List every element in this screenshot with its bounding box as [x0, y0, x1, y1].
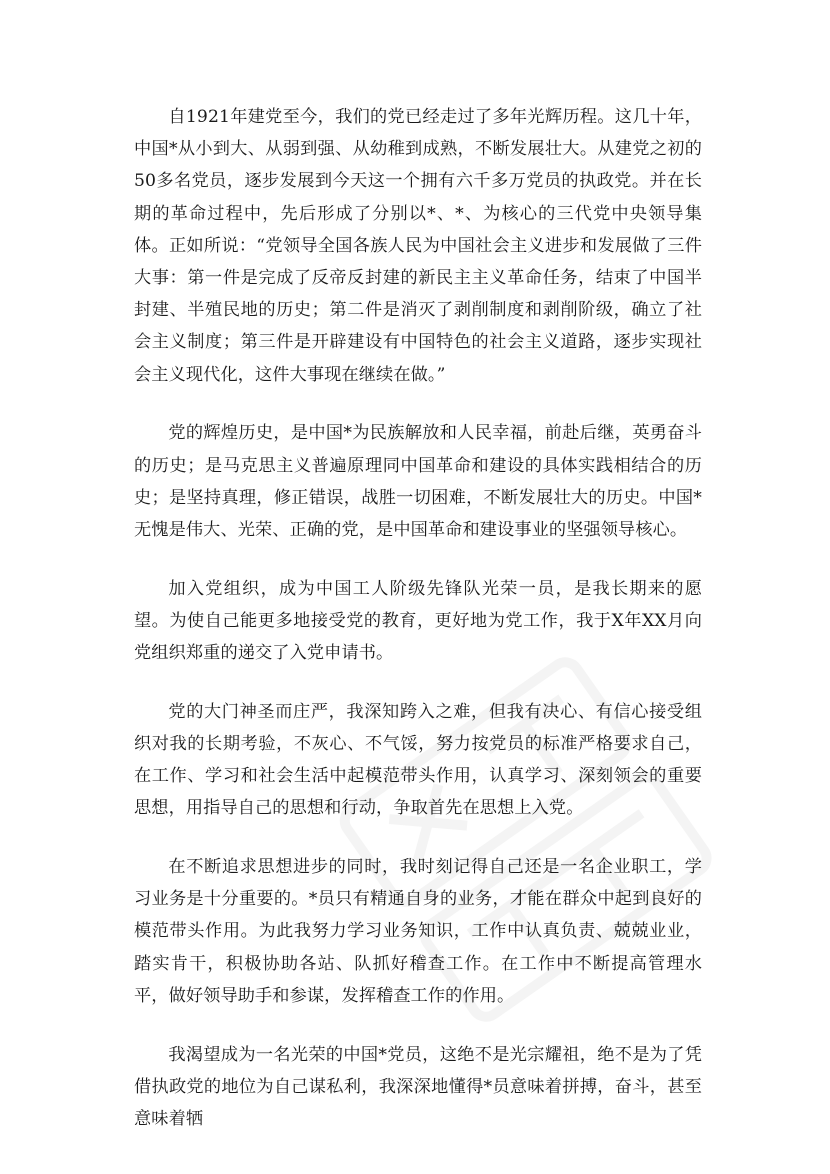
paragraph-4: 党的大门神圣而庄严，我深知跨入之难，但我有决心、有信心接受组织对我的长期考验，不灰心、不气馁，努力按党员的标准严格要求自己，在工作、学习和社会生活中起模范带头作用，认真学习、深刻领会的重要思想，用指导自己的思想和行动，争取首先在思想上入党。 [134, 701, 702, 819]
paragraph-6: 我渴望成为一名光荣的中国*党员，这绝不是光宗耀祖，绝不是为了凭借执政党的地位为自己谋私利，我深深地懂得*员意味着拼搏，奋斗，甚至意味着牺 [134, 1044, 702, 1129]
body-text [134, 101, 702, 1135]
paragraph-2: 党的辉煌历史，是中国*为民族解放和人民幸福，前赴后继，英勇奋斗的历史；是马克思主义普遍原理同中国革命和建设的具体实践相结合的历史；是坚持真理，修正错误，战胜一切困难，不断发展壮大的历史。中国*无愧是伟大、光荣、正确的党，是中国革命和建设事业的坚强领导核心。 [134, 423, 702, 540]
paragraph-1: 自1921年建党至今，我们的党已经走过了多年光辉历程。这几十年，中国*从小到大、从弱到强、从幼稚到成熟，不断发展壮大。从建党之初的50多名党员，逐步发展到今天这一个拥有六千多万党员的执政党。并在长期的革命过程中，先后形成了分别以*、*、为核心的三代党中央领导集体。正如所说：“党领导全国各族人民为中国社会主义进步和发展做了三件大事：第一件是完成了反帝反封建的新民主主义革命任务，结束了中国半封建、半殖民地的历史；第二件是消灭了剥削制度和剥削阶级，确立了社会主义制度；第三件是开辟建设有中国特色的社会主义道路，逐步实现社会主义现代化，这件大事现在继续在做。” [134, 107, 702, 385]
paragraph-5: 在不断追求思想进步的同时，我时刻记得自己还是一名企业职工，学习业务是十分重要的。*员只有精通自身的业务，才能在群众中起到良好的模范带头作用。为此我努力学习业务知识，工作中认真负责、兢兢业业，踏实肯干，积极协助各站、队抓好稽查工作。在工作中不断提高管理水平，做好领导助手和参谋，发挥稽查工作的作用。 [134, 857, 702, 1006]
paragraph-3: 加入党组织，成为中国工人阶级先锋队光荣一员，是我长期来的愿望。为使自己能更多地接受党的教育，更好地为党工作，我于X年XX月向党组织郑重的递交了入党申请书。 [134, 578, 702, 664]
